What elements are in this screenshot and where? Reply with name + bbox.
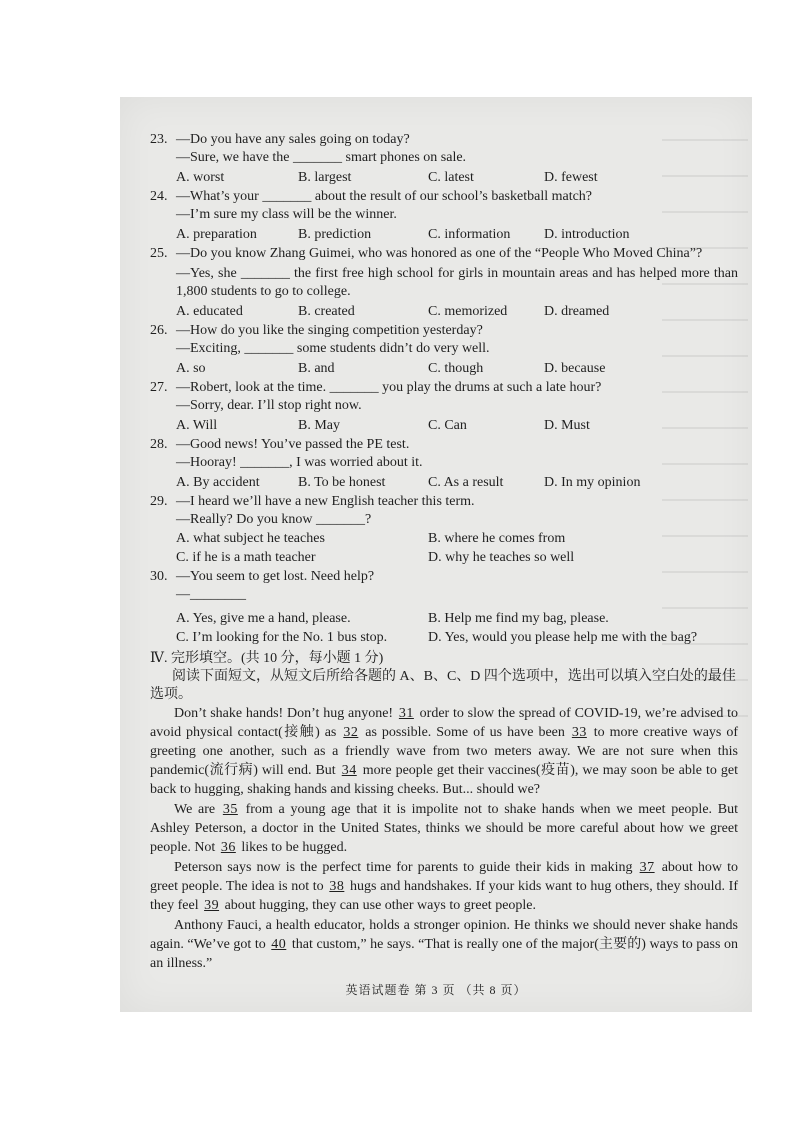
options	[150, 474, 738, 492]
blank-35: 35	[222, 802, 238, 817]
option-d: D. why he teaches so well	[428, 550, 575, 565]
option-c: C. I’m looking for the No. 1 bus stop.	[176, 630, 388, 645]
question-reply: —Really? Do you know _______?	[176, 512, 372, 527]
question-stem: —You seem to get lost. Need help?	[176, 569, 375, 584]
passage-text: hugs and handshakes. If your kids want to hug others, they should. If they feel	[150, 879, 738, 913]
question-number: 23.	[150, 132, 168, 147]
passage-text: about hugging, they can use other ways to greet people.	[221, 898, 537, 913]
option-c: C. Can	[428, 418, 467, 433]
exam-page	[120, 97, 752, 1012]
options	[150, 417, 738, 435]
question-24	[150, 188, 738, 244]
question-number: 24.	[150, 189, 168, 204]
question-25	[150, 245, 738, 321]
option-c: C. latest	[428, 170, 474, 185]
option-d: D. Must	[544, 418, 590, 433]
option-b: B. created	[298, 304, 355, 319]
option-d: D. because	[544, 361, 606, 376]
question-stem: —Do you know Zhang Guimei, who was honored as one of the “People Who Moved China”?	[176, 246, 703, 261]
question-reply: —Sure, we have the _______ smart phones on sale.	[176, 150, 467, 165]
question-reply: —Yes, she _______ the first free high school for girls in mountain areas and has helped more than 1,800 students to go to college.	[176, 266, 738, 299]
option-a: A. so	[176, 361, 206, 376]
option-a: A. Will	[176, 418, 218, 433]
passage-text: Don’t shake hands! Don’t hug anyone!	[174, 706, 397, 721]
option-d: D. Yes, would you please help me with the bag?	[428, 630, 698, 645]
blank-39: 39	[204, 898, 220, 913]
option-b: B. and	[298, 361, 335, 376]
passage-text: that custom,” he says. “That is really one of the major(主要的) ways to pass on an illness.”	[150, 937, 738, 971]
blank-36: 36	[220, 840, 236, 855]
option-a: A. worst	[176, 170, 225, 185]
passage-text: about how to greet people. The idea is not to	[150, 860, 738, 894]
options	[150, 226, 738, 244]
question-stem-row	[150, 245, 738, 263]
option-d: D. dreamed	[544, 304, 610, 319]
page-content	[150, 131, 738, 973]
options-row-1	[150, 610, 738, 628]
question-stem: —What’s your _______ about the result of our school’s basketball match?	[176, 189, 593, 204]
question-reply: —Sorry, dear. I’ll stop right now.	[176, 398, 362, 413]
passage-paragraph-1	[150, 704, 738, 799]
option-d: D. In my opinion	[544, 475, 641, 490]
option-a: A. educated	[176, 304, 243, 319]
question-stem: —Do you have any sales going on today?	[176, 132, 410, 147]
option-a: A. Yes, give me a hand, please.	[176, 611, 351, 626]
passage-text: Anthony Fauci, a health educator, holds a stronger opinion. He thinks we should never shake hands again. “We’ve got to	[150, 918, 738, 952]
cloze-passage	[150, 704, 738, 973]
options-row-2	[150, 629, 738, 647]
question-29	[150, 493, 738, 567]
section-instruction: 阅读下面短文，从短文后所给各题的 A、B、C、D 四个选项中，选出可以填入空白处的最佳选项。	[150, 669, 736, 702]
passage-text: from a young age that it is impolite not to shake hands when we meet people. But Ashley Peterson, a doctor in the United States, thinks we should be more careful about how we greet people. Not	[150, 802, 738, 855]
section-title: Ⅳ. 完形填空。(共 10 分，每小题 1 分)	[150, 651, 384, 666]
blank-40: 40	[271, 937, 287, 952]
question-number: 29.	[150, 494, 168, 509]
passage-text: order to slow the spread of COVID-19, we’re advised to avoid physical contact(接触) as	[150, 706, 738, 740]
option-a: A. what subject he teaches	[176, 531, 325, 546]
question-26	[150, 322, 738, 378]
option-c: C. though	[428, 361, 484, 376]
question-28	[150, 436, 738, 492]
options	[150, 360, 738, 378]
blank-34: 34	[341, 763, 357, 778]
question-stem: —Robert, look at the time. _______ you play the drums at such a late hour?	[176, 380, 602, 395]
option-c: C. memorized	[428, 304, 508, 319]
question-reply: —Exciting, _______ some students didn’t do very well.	[176, 341, 490, 356]
question-stem: —I heard we’ll have a new English teacher this term.	[176, 494, 475, 509]
options-row-2	[150, 549, 738, 567]
question-reply: —I’m sure my class will be the winner.	[176, 207, 397, 222]
options	[150, 169, 738, 187]
question-number: 30.	[150, 569, 168, 584]
blank-37: 37	[639, 860, 655, 875]
option-b: B. where he comes from	[428, 531, 566, 546]
question-number: 26.	[150, 323, 168, 338]
passage-text: Peterson says now is the perfect time for parents to guide their kids in making	[174, 860, 638, 875]
passage-text: as possible. Some of us have been	[360, 725, 570, 740]
option-b: B. To be honest	[298, 475, 386, 490]
options	[150, 303, 738, 321]
blank-38: 38	[329, 879, 345, 894]
question-30	[150, 568, 738, 647]
blank-31: 31	[398, 706, 414, 721]
question-reply: —Hooray! _______, I was worried about it.	[176, 455, 423, 470]
question-number: 28.	[150, 437, 168, 452]
option-a: A. By accident	[176, 475, 260, 490]
passage-text: likes to be hugged.	[237, 840, 348, 855]
passage-paragraph-4	[150, 916, 738, 973]
passage-text: more people get their vaccines(疫苗), we may soon be able to get back to hugging, shaking hands and kissing cheeks. But... should we?	[150, 763, 738, 797]
question-number: 27.	[150, 380, 168, 395]
question-23	[150, 131, 738, 187]
question-stem: —Good news! You’ve passed the PE test.	[176, 437, 410, 452]
blank-32: 32	[343, 725, 359, 740]
question-stem: —How do you like the singing competition yesterday?	[176, 323, 483, 338]
option-d: D. fewest	[544, 170, 598, 185]
question-number: 25.	[150, 246, 168, 261]
option-b: B. May	[298, 418, 340, 433]
option-b: B. Help me find my bag, please.	[428, 611, 609, 626]
question-reply: —________	[176, 587, 246, 602]
options-row-1	[150, 530, 738, 548]
passage-paragraph-3	[150, 858, 738, 915]
option-b: B. prediction	[298, 227, 372, 242]
passage-text: to more creative ways of greeting one another, such as a friendly wave from two meters away. We are not sure when this pandemic(流行病) will end. But	[150, 725, 738, 778]
blank-33: 33	[571, 725, 587, 740]
option-a: A. preparation	[176, 227, 257, 242]
option-c: C. As a result	[428, 475, 504, 490]
option-d: D. introduction	[544, 227, 630, 242]
section-cloze	[150, 650, 738, 704]
option-c: C. if he is a math teacher	[176, 550, 316, 565]
question-27	[150, 379, 738, 435]
passage-text: We are	[174, 802, 221, 817]
option-b: B. largest	[298, 170, 352, 185]
page-footer: 英语试题卷 第 3 页 （共 8 页）	[345, 983, 527, 997]
option-c: C. information	[428, 227, 511, 242]
passage-paragraph-2	[150, 800, 738, 857]
